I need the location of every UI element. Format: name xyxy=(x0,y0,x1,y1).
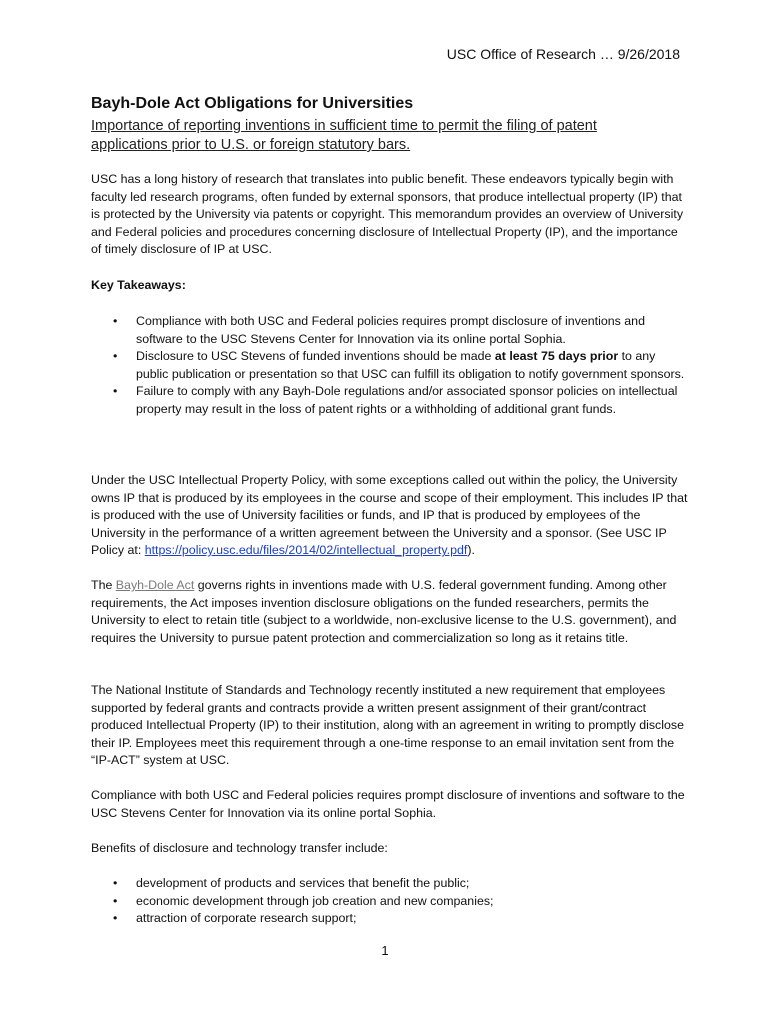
page-title: Bayh-Dole Act Obligations for Universities xyxy=(91,95,414,112)
takeaway-text: Failure to comply with any Bayh-Dole regulations and/or associated sponsor policies on intellectual property may result in the loss of patent rights or a withholding of additional grant funds. xyxy=(136,384,678,416)
key-takeaways-heading: Key Takeaways: xyxy=(91,278,186,292)
bullet-icon: • xyxy=(113,893,118,908)
ip-policy-link[interactable]: https://policy.usc.edu/files/2014/02/intellectual_property.pdf xyxy=(144,543,468,558)
bayh-dole-text: governs rights in inventions made with U.S. federal government funding. Among other requirements, the Act imposes invention disclosure obligations on the funded researchers, permits the University to elect to retain title (subject to a worldwide, non-exclusive license to the U.S. government), and requires the University to pursue patent protection and commercialization so long as it retains title. xyxy=(91,578,677,645)
takeaway-emphasis: at least 75 days prior xyxy=(494,349,619,364)
benefit-text: attraction of corporate research support; xyxy=(136,911,357,926)
ip-policy-text: Under the USC Intellectual Property Policy, with some exceptions called out within the policy, the University owns IP that is produced by its employees in the course and scope of their employment. This includes IP that is produced with the use of University facilities or funds, and IP that is produced by employees of the University in the performance of a written agreement between the University and a sponsor. (See USC IP Policy at: xyxy=(91,473,688,558)
list-item xyxy=(91,348,691,383)
list-item xyxy=(91,893,691,911)
benefit-text: economic development through job creation and new companies; xyxy=(136,893,494,908)
benefits-intro: Benefits of disclosure and technology transfer include: xyxy=(91,841,388,855)
bullet-icon: • xyxy=(113,314,118,328)
key-takeaways-list xyxy=(91,313,691,419)
bullet-icon: • xyxy=(113,876,118,890)
compliance-paragraph: Compliance with both USC and Federal policies requires prompt disclosure of inventions and software to the USC Stevens Center for Innovation via its online portal Sophia. xyxy=(91,788,685,820)
bayh-dole-act-link[interactable]: Bayh-Dole Act xyxy=(115,578,195,592)
list-item xyxy=(91,910,691,928)
list-item xyxy=(91,313,691,348)
bayh-dole-pre: The xyxy=(91,578,116,592)
benefits-list xyxy=(91,875,691,928)
page-subtitle: Importance of reporting inventions in sufficient time to permit the filing of patent applications prior to U.S. or foreign statutory bars. xyxy=(91,118,597,153)
bullet-icon: • xyxy=(113,384,118,399)
list-item xyxy=(91,383,691,418)
ip-policy-paragraph xyxy=(91,472,691,560)
bullet-icon: • xyxy=(113,911,118,926)
takeaway-text: to any public publication or presentation so that USC can fulfill its obligation to notify government sponsors. xyxy=(136,349,685,381)
benefit-text: development of products and services that benefit the public; xyxy=(136,876,470,890)
ip-policy-end: ). xyxy=(467,543,475,558)
list-item xyxy=(91,875,691,893)
page-number: 1 xyxy=(381,943,389,958)
bullet-icon: • xyxy=(113,349,118,364)
page-header: USC Office of Research … 9/26/2018 xyxy=(446,46,680,62)
takeaway-text: Compliance with both USC and Federal policies requires prompt disclosure of inventions and software to the USC Stevens Center for Innovation via its online portal Sophia. xyxy=(136,314,645,346)
intro-paragraph: USC has a long history of research that translates into public benefit. These endeavors typically begin with faculty led research programs, often funded by external sponsors, that produce intellectual property (IP) that is protected by the University via patents or copyright. This memorandum provides an overview of University and Federal policies and procedures concerning disclosure of Intellectual Property (IP), and the importance of timely disclosure of IP at USC. xyxy=(91,172,684,257)
nist-paragraph: The National Institute of Standards and Technology recently instituted a new requirement that employees supported by federal grants and contracts provide a written present assignment of their grant/contract produced Intellectual Property (IP) to their institution, along with an agreement in writing to promptly disclose their IP. Employees meet this requirement through a one-time response to an email invitation sent from the “IP-ACT” system at USC. xyxy=(91,683,684,768)
takeaway-text: Disclosure to USC Stevens of funded inventions should be made xyxy=(136,349,495,364)
bayh-dole-paragraph xyxy=(91,577,691,647)
